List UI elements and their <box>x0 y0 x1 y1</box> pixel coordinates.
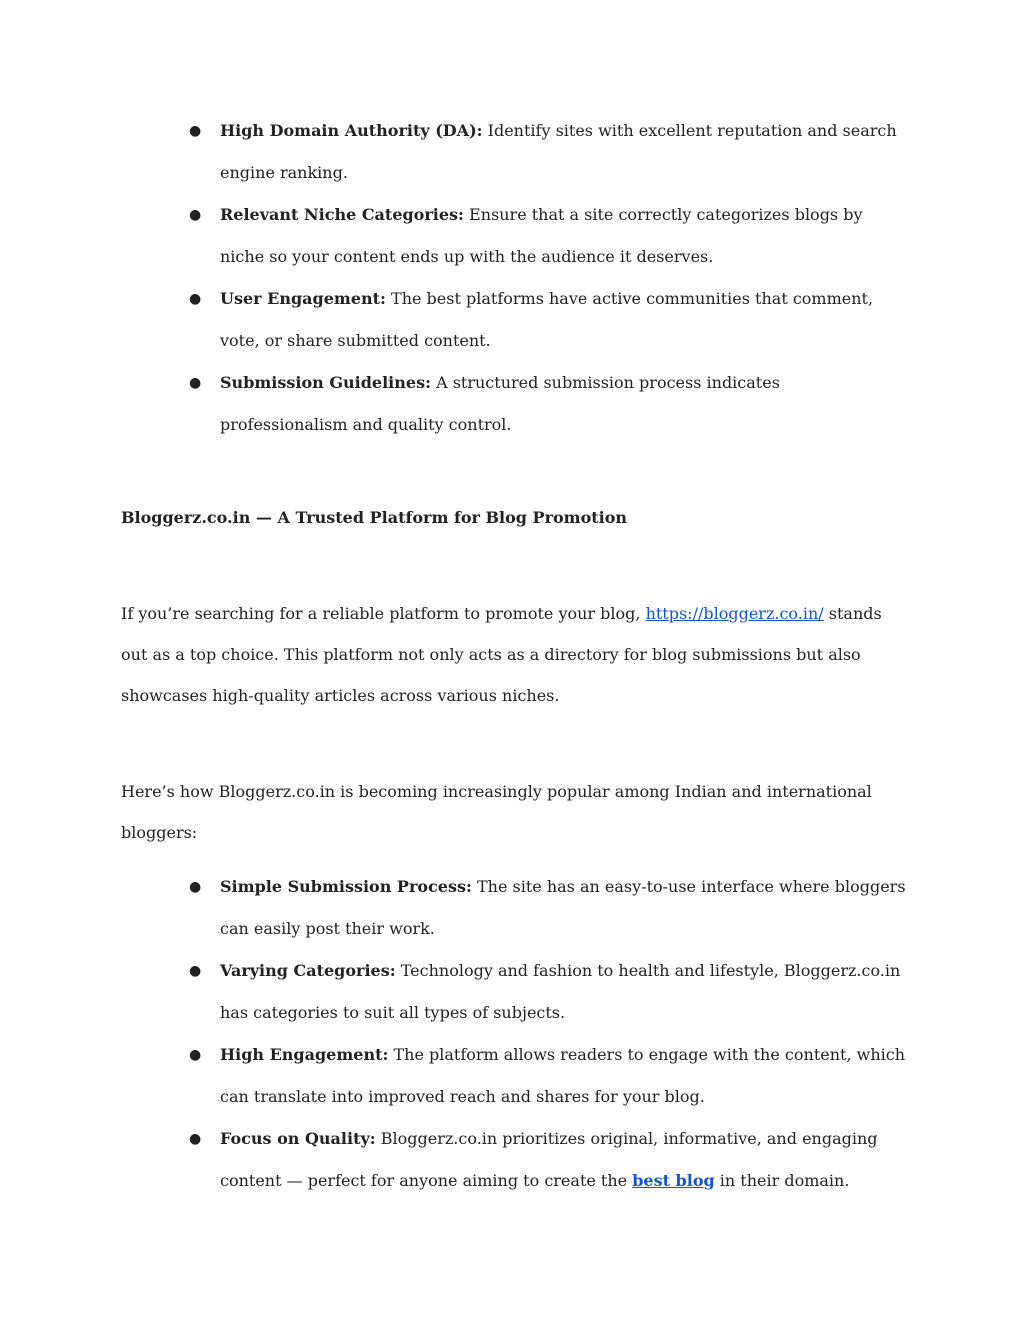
bullet-icon: ● <box>189 1047 202 1063</box>
list-item-title: User Engagement: <box>220 289 386 308</box>
list-item <box>0 110 1024 194</box>
section-heading: Bloggerz.co.in — A Trusted Platform for Blog Promotion <box>121 508 628 527</box>
list-item-title: Varying Categories: <box>220 961 396 980</box>
best-blog-link[interactable]: best blog <box>632 1171 715 1190</box>
list-item-text: Identify sites with excellent reputation and search engine ranking. <box>220 121 897 182</box>
bloggerz-link[interactable]: https://bloggerz.co.in/ <box>645 604 824 623</box>
list-item <box>0 1034 1024 1118</box>
bullet-icon: ● <box>189 963 202 979</box>
list-item <box>0 950 1024 1034</box>
list-item-title: High Engagement: <box>220 1045 389 1064</box>
list-item-title: High Domain Authority (DA): <box>220 121 483 140</box>
list-item-title: Simple Submission Process: <box>220 877 472 896</box>
list-item <box>0 866 1024 950</box>
list-item <box>0 194 1024 278</box>
list-item <box>0 1118 1024 1202</box>
list-item <box>0 362 1024 446</box>
bullet-icon: ● <box>189 291 202 307</box>
list-item-text: The platform allows readers to engage with the content, which can translate into improved reach and shares for your blog. <box>220 1045 905 1106</box>
bullet-icon: ● <box>189 375 202 391</box>
list-item-text: Bloggerz.co.in prioritizes original, informative, and engaging content — perfect for anyone aiming to create the <box>220 1129 878 1190</box>
list-item-title: Relevant Niche Categories: <box>220 205 464 224</box>
intro-text: If you’re searching for a reliable platform to promote your blog, <box>121 604 646 623</box>
lead-in-paragraph: Here’s how Bloggerz.co.in is becoming increasingly popular among Indian and international bloggers: <box>121 782 872 842</box>
list-item-text: The best platforms have active communities that comment, vote, or share submitted content. <box>220 289 874 350</box>
features-list <box>0 866 1024 1202</box>
list-item-text: The site has an easy-to-use interface where bloggers can easily post their work. <box>220 877 906 938</box>
list-item-text: A structured submission process indicates professionalism and quality control. <box>220 373 780 434</box>
bullet-icon: ● <box>189 1131 202 1147</box>
criteria-list <box>0 110 1024 446</box>
list-item-text: Ensure that a site correctly categorizes blogs by niche so your content ends up with the audience it deserves. <box>220 205 863 266</box>
list-item-title: Submission Guidelines: <box>220 373 431 392</box>
list-item-text: Technology and fashion to health and lifestyle, Bloggerz.co.in has categories to suit all types of subjects. <box>220 961 901 1022</box>
list-item-text-end: in their domain. <box>714 1171 850 1190</box>
intro-paragraph <box>121 593 907 716</box>
intro-text-continued: stands out as a top choice. This platform not only acts as a directory for blog submissions but also showcases high-quality articles across various niches. <box>121 604 882 705</box>
list-item <box>0 278 1024 362</box>
bullet-icon: ● <box>189 879 202 895</box>
bullet-icon: ● <box>189 123 202 139</box>
bullet-icon: ● <box>189 207 202 223</box>
list-item-title: Focus on Quality: <box>220 1129 376 1148</box>
